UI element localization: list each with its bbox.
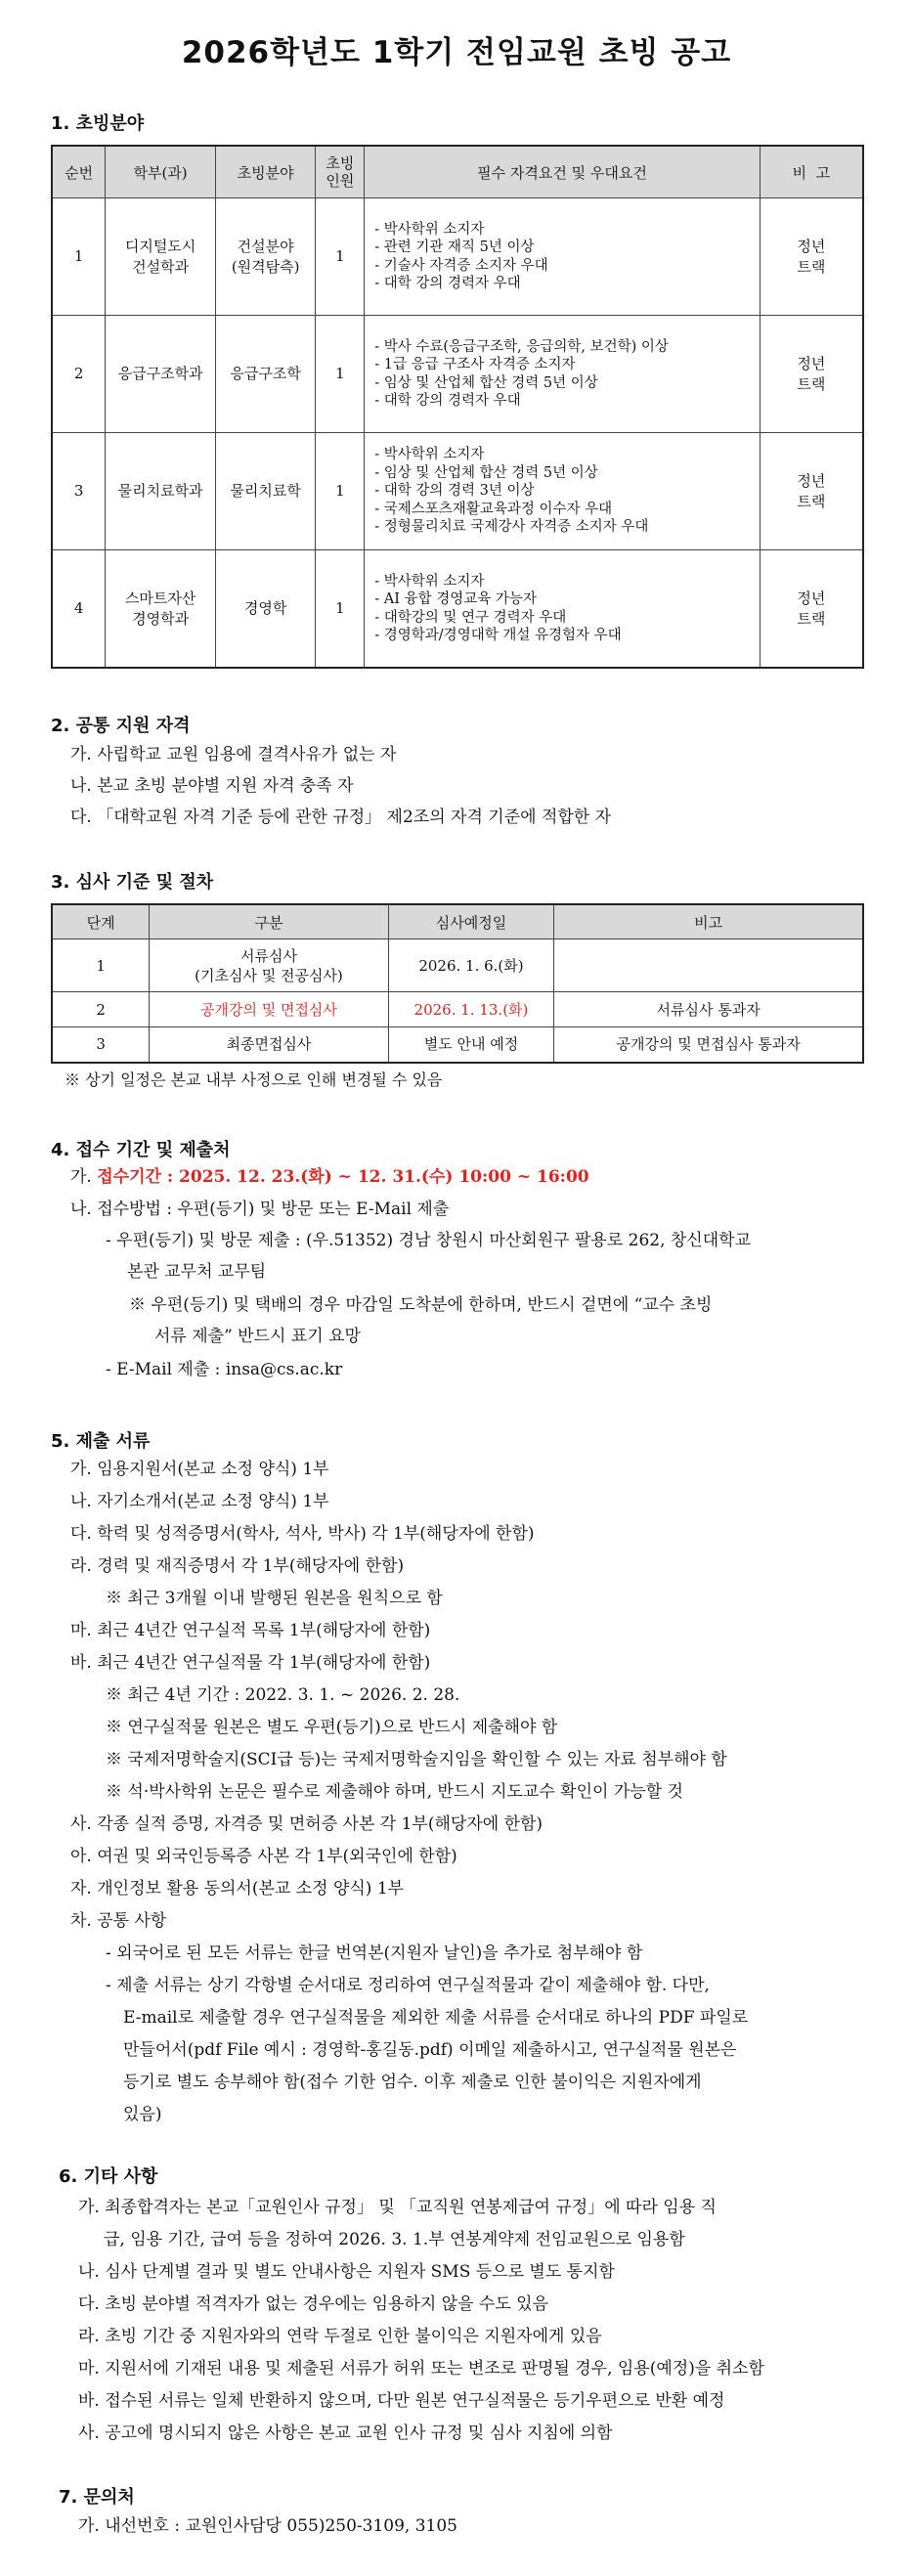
submission-method: 나. 접수방법 : 우편(등기) 및 방문 또는 E-Mail 제출	[70, 1200, 450, 1219]
table-header-row	[52, 146, 863, 198]
misc-item: 가. 최종합격자는 본교「교원인사 규정」 및 「교직원 연봉제급여 규정」에 따라 임용 직	[78, 2198, 717, 2217]
section-3-heading: 3. 심사 기준 및 절차	[51, 872, 214, 893]
header-dept: 학부(과)	[106, 146, 216, 198]
requirement-item: - 국제스포츠재활교육과정 이수자 우대	[374, 501, 613, 517]
document-item: 마. 최근 4년간 연구실적 목록 1부(해당자에 한함)	[70, 1621, 431, 1640]
row-date: 2026. 1. 6.(화)	[388, 939, 554, 992]
requirement-item: - 1급 응급 구조사 자격증 소지자	[374, 357, 576, 372]
mail-address-line: - 우편(등기) 및 방문 제출 : (우.51352) 경남 창원시 마산회원구 팔용로 262, 창신대학교	[106, 1231, 751, 1250]
row-type: 최종면접심사	[150, 1027, 388, 1063]
row-type: 서류심사 (기초심사 및 전공심사)	[150, 939, 388, 992]
header-field: 초빙분야	[215, 146, 316, 198]
common-note: 있음)	[123, 2105, 162, 2124]
section-7-heading: 7. 문의처	[59, 2487, 135, 2508]
table-row	[52, 433, 863, 550]
row-field: 응급구조학	[215, 316, 316, 433]
period-text: 접수기간 : 2025. 12. 23.(화) ~ 12. 31.(수) 10:00 ~ 16:00	[97, 1167, 589, 1187]
header-count: 초빙 인원	[316, 146, 365, 198]
misc-item: 사. 공고에 명시되지 않은 사항은 본교 교원 인사 규정 및 심사 지침에 의함	[78, 2423, 613, 2443]
row-step: 2	[52, 992, 150, 1027]
requirement-item: - 임상 및 산업체 합산 경력 5년 이상	[374, 374, 598, 391]
requirement-item: - 임상 및 산업체 합산 경력 5년 이상	[374, 464, 598, 481]
row-count: 1	[316, 550, 365, 669]
common-note: 만들어서(pdf File 예시 : 경영학-홍길동.pdf) 이메일 제출하시고, 연구실적물 원본은	[123, 2040, 737, 2060]
row-no: 2	[52, 316, 106, 433]
row-requirements	[365, 198, 761, 316]
eligibility-item: 가. 사립학교 교원 임용에 결격사유가 없는 자	[70, 745, 397, 764]
row-note	[554, 939, 863, 992]
section-4-heading: 4. 접수 기간 및 제출처	[51, 1140, 231, 1160]
document-note: ※ 연구실적물 원본은 별도 우편(등기)으로 반드시 제출해야 함	[106, 1718, 558, 1737]
schedule-footnote: ※ 상기 일정은 본교 내부 사정으로 인해 변경될 수 있음	[65, 1070, 443, 1089]
row-requirements	[365, 433, 761, 550]
row-requirements	[365, 550, 761, 669]
schedule-table	[51, 903, 864, 1064]
contact-line: 가. 내선번호 : 교원인사담당 055)250-3109, 3105	[78, 2516, 457, 2536]
misc-item: 다. 초빙 분야별 적격자가 없는 경우에는 임용하지 않을 수도 있음	[78, 2294, 549, 2314]
row-field: 경영학	[215, 550, 316, 669]
misc-item: 바. 접수된 서류는 일체 반환하지 않으며, 다만 원본 연구실적물은 등기우편으로 반환 예정	[78, 2391, 725, 2411]
row-field: 건설분야 (원격탐측)	[215, 198, 316, 316]
table-row	[52, 939, 863, 992]
header-requirements: 필수 자격요건 및 우대요건	[365, 146, 761, 198]
row-note: 정년 트랙	[760, 198, 863, 316]
document-note: ※ 국제저명학술지(SCI급 등)는 국제저명학술지임을 확인할 수 있는 자료 첨부해야 함	[106, 1750, 727, 1769]
table-row	[52, 992, 863, 1027]
document-item: 라. 경력 및 재직증명서 각 1부(해당자에 한함)	[70, 1556, 405, 1576]
requirement-item: - 박사학위 소지자	[374, 221, 485, 238]
row-note: 정년 트랙	[760, 433, 863, 550]
misc-item: 급, 임용 기간, 급여 등을 정하여 2026. 3. 1.부 연봉계약제 전임교원으로 임용함	[104, 2230, 685, 2249]
row-date: 별도 안내 예정	[388, 1027, 554, 1063]
page-title: 2026학년도 1학기 전임교원 초빙 공고	[181, 35, 732, 70]
document-item: 자. 개인정보 활용 동의서(본교 소정 양식) 1부	[70, 1879, 405, 1899]
row-no: 1	[52, 198, 106, 316]
document-note: ※ 최근 4년 기간 : 2022. 3. 1. ~ 2026. 2. 28.	[106, 1685, 460, 1705]
mail-note-line: ※ 우편(등기) 및 택배의 경우 마감일 도착분에 한하며, 반드시 겉면에 “교수 초빙	[129, 1295, 713, 1315]
row-dept: 응급구조학과	[106, 316, 216, 433]
requirement-item: - 경영학과/경영대학 개설 유경험자 우대	[374, 628, 622, 643]
row-date: 2026. 1. 13.(화)	[388, 992, 554, 1027]
requirement-item: - 대학 강의 경력자 우대	[374, 276, 521, 291]
row-count: 1	[316, 433, 365, 550]
document-item: 사. 각종 실적 증명, 자격증 및 면허증 사본 각 1부(해당자에 한함)	[70, 1814, 543, 1834]
period-prefix: 가.	[70, 1167, 98, 1187]
misc-item: 마. 지원서에 기재된 내용 및 제출된 서류가 허위 또는 변조로 판명될 경우, 임용(예정)을 취소함	[78, 2359, 764, 2379]
table-row	[52, 550, 863, 669]
misc-item: 나. 심사 단계별 결과 및 별도 안내사항은 지원자 SMS 등으로 별도 통지함	[78, 2262, 615, 2282]
table-row	[52, 316, 863, 433]
row-no: 4	[52, 550, 106, 669]
email-line: - E-Mail 제출 : insa@cs.ac.kr	[106, 1360, 343, 1379]
header-note: 비고	[554, 904, 863, 939]
document-item: 나. 자기소개서(본교 소정 양식) 1부	[70, 1492, 329, 1511]
section-6-heading: 6. 기타 사항	[59, 2166, 158, 2187]
mail-address-line: 본관 교무처 교무팀	[127, 1262, 267, 1282]
header-note: 비 고	[760, 146, 863, 198]
requirement-item: - 박사학위 소지자	[374, 573, 485, 589]
requirement-item: - 관련 기관 재직 5년 이상	[374, 240, 535, 255]
eligibility-item: 나. 본교 초빙 분야별 지원 자격 충족 자	[70, 776, 354, 796]
header-type: 구분	[150, 904, 388, 939]
document-note: ※ 최근 3개월 이내 발행된 원본을 원칙으로 함	[106, 1589, 443, 1608]
table-header-row	[52, 904, 863, 939]
requirement-item: - AI 융합 경영교육 가능자	[374, 591, 537, 607]
requirement-item: - 대학강의 및 연구 경력자 우대	[374, 609, 567, 626]
common-note: - 외국어로 된 모든 서류는 한글 번역본(지원자 날인)을 추가로 첨부해야 함	[106, 1943, 643, 1963]
document-item: 차. 공통 사항	[70, 1911, 167, 1931]
mail-note-line: 서류 제출” 반드시 표기 요망	[154, 1327, 361, 1346]
row-dept: 물리치료학과	[106, 433, 216, 550]
row-type: 공개강의 및 면접심사	[150, 992, 388, 1027]
eligibility-item: 다. 「대학교원 자격 기준 등에 관한 규정」 제2조의 자격 기준에 적합한 자	[70, 808, 612, 827]
header-no: 순번	[52, 146, 106, 198]
row-requirements	[365, 316, 761, 433]
section-1-heading: 1. 초빙분야	[51, 113, 145, 134]
row-note: 정년 트랙	[760, 316, 863, 433]
table-row	[52, 1027, 863, 1063]
table-row	[52, 198, 863, 316]
document-item: 아. 여권 및 외국인등록증 사본 각 1부(외국인에 한함)	[70, 1847, 457, 1866]
document-note: ※ 석·박사학위 논문은 필수로 제출해야 하며, 반드시 지도교수 확인이 가능할 것	[106, 1782, 683, 1802]
submission-period	[70, 1166, 589, 1188]
row-note: 정년 트랙	[760, 550, 863, 669]
header-date: 심사예정일	[388, 904, 554, 939]
row-count: 1	[316, 316, 365, 433]
requirement-item: - 박사학위 소지자	[374, 447, 485, 463]
section-5-heading: 5. 제출 서류	[51, 1431, 151, 1452]
document-item: 가. 임용지원서(본교 소정 양식) 1부	[70, 1460, 329, 1479]
row-step: 1	[52, 939, 150, 992]
row-dept: 스마트자산 경영학과	[106, 550, 216, 669]
requirement-item: - 박사 수료(응급구조학, 응급의학, 보건학) 이상	[374, 338, 669, 355]
requirement-item: - 대학 강의 경력자 우대	[374, 393, 521, 409]
misc-item: 라. 초빙 기간 중 지원자와의 연락 두절로 인한 불이익은 지원자에게 있음	[78, 2327, 602, 2346]
requirement-item: - 기술사 자격증 소지자 우대	[374, 257, 548, 274]
common-note: - 제출 서류는 상기 각항별 순서대로 정리하여 연구실적물과 같이 제출해야 함. 다만,	[106, 1976, 710, 1995]
common-note: E-mail로 제출할 경우 연구실적물을 제외한 제출 서류를 순서대로 하나의 PDF 파일로	[123, 2008, 749, 2028]
row-step: 3	[52, 1027, 150, 1063]
requirement-item: - 정형물리치료 국제강사 자격증 소지자 우대	[374, 519, 649, 536]
section-2-heading: 2. 공통 지원 자격	[51, 716, 191, 736]
recruitment-table	[51, 145, 864, 669]
row-field: 물리치료학	[215, 433, 316, 550]
row-no: 3	[52, 433, 106, 550]
row-dept: 디지털도시 건설학과	[106, 198, 216, 316]
requirement-item: - 대학 강의 경력 3년 이상	[374, 483, 535, 500]
common-note: 등기로 별도 송부해야 함(접수 기한 엄수. 이후 제출로 인한 불이익은 지원자에게	[123, 2073, 702, 2092]
document-item: 다. 학력 및 성적증명서(학사, 석사, 박사) 각 1부(해당자에 한함)	[70, 1524, 535, 1544]
row-note: 공개강의 및 면접심사 통과자	[554, 1027, 863, 1063]
document-item: 바. 최근 4년간 연구실적물 각 1부(해당자에 한함)	[70, 1653, 431, 1673]
header-step: 단계	[52, 904, 150, 939]
row-count: 1	[316, 198, 365, 316]
row-note: 서류심사 통과자	[554, 992, 863, 1027]
